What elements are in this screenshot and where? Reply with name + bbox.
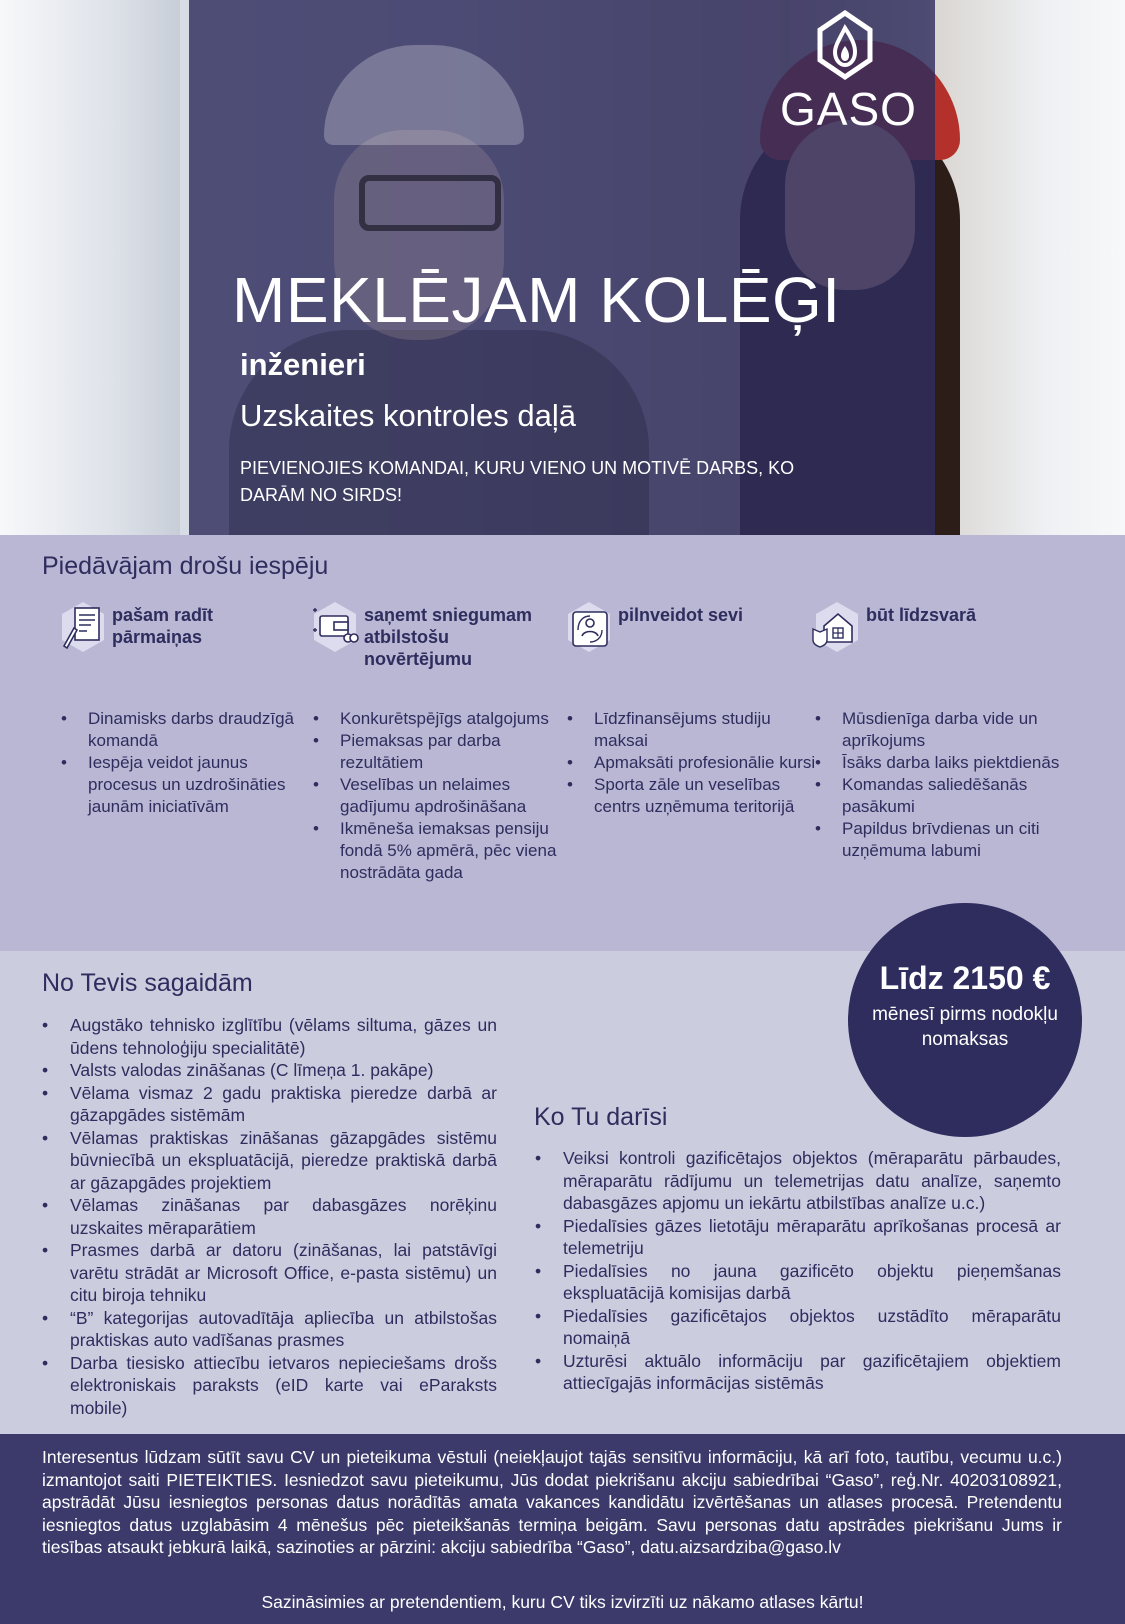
offer-column-list bbox=[812, 708, 1064, 862]
list-item: • Augstāko tehnisko izglītību (vēlams siltuma, gāzes un ūdens tehnoloģiju specialitātē) bbox=[42, 1014, 497, 1059]
list-item: • Vēlamas praktiskas zināšanas gāzapgādes sistēmu būvniecībā un ekspluatācijā, pieredze praktiskā darbā ar gāzapgādes projektiem bbox=[42, 1127, 497, 1195]
duties-title: Ko Tu darīsi bbox=[534, 1103, 668, 1131]
list-item: • Komandas saliedēšanās pasākumi bbox=[842, 774, 1064, 818]
list-item: • Uzturēsi aktuālo informāciju par gazificētajiem objektiem attiecīgajās informācijas sistēmās bbox=[535, 1350, 1061, 1395]
flame-logo-icon bbox=[815, 10, 875, 80]
office-window-background bbox=[0, 0, 180, 535]
list-item: • Piedalīsies no jauna gazificēto objektu pieņemšanas ekspluatācijā komisijas darbā bbox=[535, 1260, 1061, 1305]
list-item: • Piedalīsies gāzes lietotāju mēraparātu aprīkošanas procesā ar telemetriju bbox=[535, 1215, 1061, 1260]
list-item: • Vēlamas zināšanas par dabasgāzes norēķinu uzskaites mēraparātiem bbox=[42, 1194, 497, 1239]
requirements-list bbox=[42, 1014, 497, 1419]
list-item: • Dinamisks darbs draudzīgā komandā bbox=[88, 708, 310, 752]
salary-note: mēnesī pirms nodokļu nomaksas bbox=[872, 1004, 1058, 1050]
list-item: • Mūsdienīga darba vide un aprīkojums bbox=[842, 708, 1064, 752]
list-item: • Valsts valodas zināšanas (C līmeņa 1. pakāpe) bbox=[42, 1059, 497, 1082]
offer-column-label: būt līdzsvarā bbox=[866, 605, 977, 625]
offer-column-label: pilnveidot sevi bbox=[618, 605, 744, 625]
gaso-logo bbox=[780, 10, 917, 135]
list-item: • Papildus brīvdienas un citi uzņēmuma labumi bbox=[842, 818, 1064, 862]
department: Uzskaites kontroles daļā bbox=[240, 398, 576, 433]
slogan: PIEVIENOJIES KOMANDAI, KURU VIENO UN MOTIVĒ DARBS, KO DARĀM NO SIRDS! bbox=[240, 458, 795, 505]
white-hard-hat bbox=[324, 45, 524, 145]
salary-badge bbox=[848, 903, 1082, 1137]
list-item: • Apmaksāti profesionālie kursi bbox=[594, 752, 816, 774]
offer-column-label: pašam radīt pārmaiņas bbox=[112, 605, 214, 647]
home-shield-icon bbox=[812, 600, 862, 654]
list-item: • Darba tiesisko attiecību ietvaros nepieciešams drošs elektroniskais paraksts (eID karte vai eParaksts mobile) bbox=[42, 1352, 497, 1420]
offer-column-label: saņemt sniegumam atbilstošu novērtējumu bbox=[364, 605, 533, 669]
list-item: • Iespēja veidot jaunus procesus un uzdrošināties jaunām iniciatīvām bbox=[88, 752, 310, 818]
requirements-title: No Tevis sagaidām bbox=[42, 969, 253, 997]
list-item: • Veiksi kontroli gazificētajos objektos (mēraparātu pārbaudes, mēraparātu rādījumu un telemetrijas datu analīze, saņemto dabasgāzes apjomu un iekārtu atbilstības analīze u.c.) bbox=[535, 1147, 1061, 1215]
list-item: • Vēlama vismaz 2 gadu praktiska pieredze darbā ar gāzapgādes sistēmām bbox=[42, 1082, 497, 1127]
document-pen-icon bbox=[58, 600, 108, 654]
offer-title: Piedāvājam drošu iespēju bbox=[42, 552, 329, 580]
wallet-coins-icon bbox=[310, 600, 360, 654]
list-item: • Īsāks darba laiks piektdienās bbox=[842, 752, 1064, 774]
list-item: • Konkurētspējīgs atalgojums bbox=[340, 708, 562, 730]
list-item: • Līdzfinansējums studiju maksai bbox=[594, 708, 816, 752]
headline: MEKLĒJAM KOLĒĢI bbox=[232, 264, 841, 336]
offer-column-list bbox=[564, 708, 816, 818]
list-item: • Veselības un nelaimes gadījumu apdrošināšana bbox=[340, 774, 562, 818]
list-item: • Sporta zāle un veselības centrs uzņēmuma teritorijā bbox=[594, 774, 816, 818]
job-role: inženieri bbox=[240, 347, 366, 382]
salary-amount: Līdz 2150 € bbox=[879, 960, 1051, 996]
footer bbox=[0, 1434, 1125, 1624]
offer-column-list bbox=[310, 708, 562, 884]
list-item: • Ikmēneša iemaksas pensiju fondā 5% apmērā, pēc viena nostrādāta gada bbox=[340, 818, 562, 884]
logo-text: GASO bbox=[780, 83, 917, 135]
duties-list bbox=[535, 1147, 1061, 1395]
offer-column-list bbox=[58, 708, 310, 818]
closing-note: Sazināsimies ar pretendentiem, kuru CV tiks izvirzīti uz nākamo atlases kārtu! bbox=[261, 1592, 864, 1612]
list-item: • Piemaksas par darba rezultātiem bbox=[340, 730, 562, 774]
application-info: Interesentus lūdzam sūtīt savu CV un pieteikuma vēstuli (neiekļaujot tajās sensitīvu informāciju, kā arī foto, tautību, vecumu u.c.) izmantojot saiti PIETEIKTIES. Iesniedzot savu pieteikumu, Jūs dodat piekrišanu akciju sabiedrībai “Gaso”, reģ.Nr. 40203108921, apstrādāt Jūsu iesniegtos personas datus norādītās amata vakances kandidātu izvērtēšanas un atlases procesā. Pretendentu iesniegtos datus uzglabāsim 4 mēnešus pēc pieteikšanās termiņa beigām. Savu personas datu apstrādes piekrišanu Jums ir tiesības atsaukt jebkurā laikā, sazinoties ar pārzini: akciju sabiedrība “Gaso”, datu.aizsardziba@gaso.lv bbox=[42, 1447, 1062, 1557]
list-item: • “B” kategorijas autovadītāja apliecība un atbilstošas praktiskas auto vadīšanas prasmes bbox=[42, 1307, 497, 1352]
man-glasses bbox=[359, 175, 501, 231]
list-item: • Piedalīsies gazificētajos objektos uzstādīto mēraparātu nomaiņā bbox=[535, 1305, 1061, 1350]
list-item: • Prasmes darbā ar datoru (zināšanas, lai patstāvīgi varētu strādāt ar Microsoft Office, e-pasta sistēmu) un citu biroja tehniku bbox=[42, 1239, 497, 1307]
growth-cycle-icon bbox=[564, 600, 614, 654]
